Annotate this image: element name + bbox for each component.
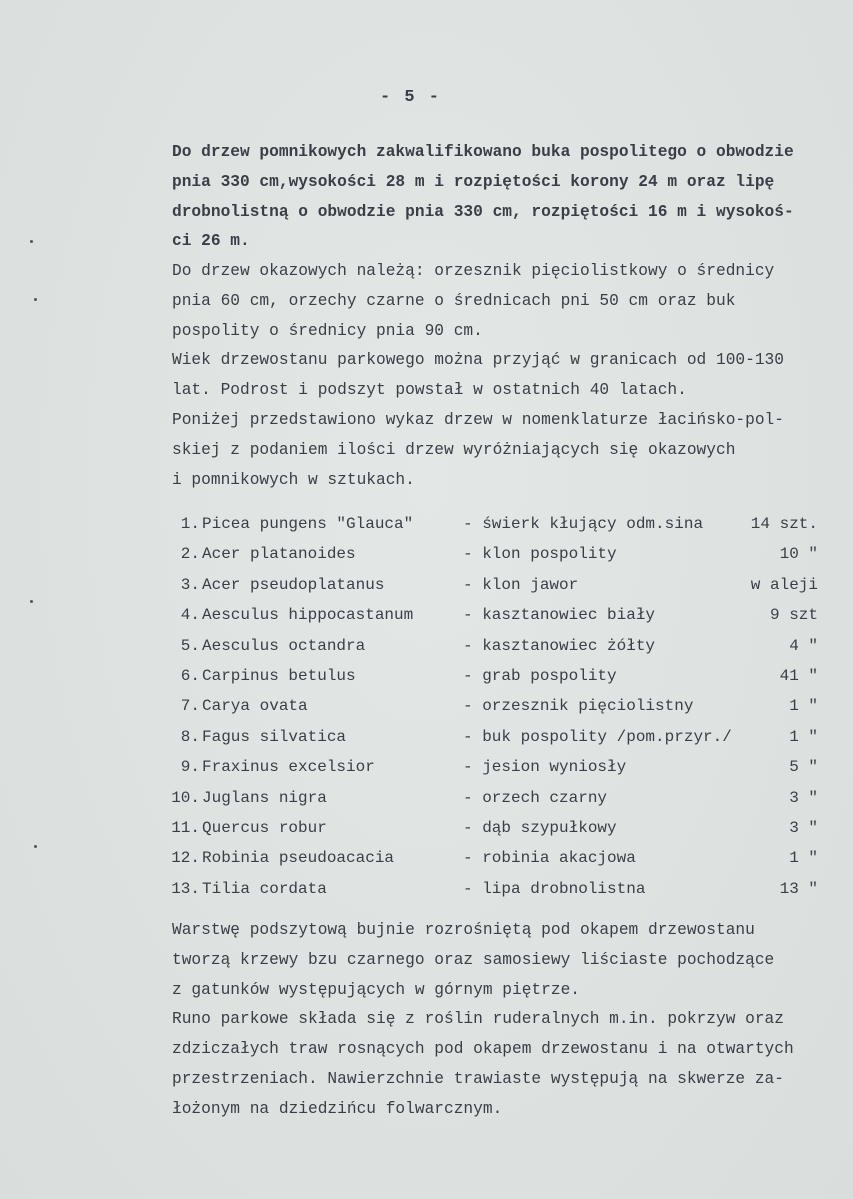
text-line: Warstwę podszytową bujnie rozrośniętą pod okapem drzewostanu <box>172 921 755 939</box>
tree-count: 1 " <box>789 727 818 746</box>
text-line: tworzą krzewy bzu czarnego oraz samosiewy liściaste pochodzące <box>172 950 775 969</box>
text-line: pospolity o średnicy pnia 90 cm. <box>172 321 483 340</box>
text-line: ci 26 m. <box>172 232 250 251</box>
latin-name: Robinia pseudoacacia <box>202 849 395 868</box>
tree-count: 4 " <box>789 636 818 655</box>
row-number: 5. <box>180 636 200 655</box>
paragraph-specimen-trees <box>172 257 784 495</box>
text-line: Poniżej przedstawiono wykaz drzew w nomenklaturze łacińsko-pol- <box>172 410 784 429</box>
text-line: pnia 330 cm,wysokości 28 m i rozpiętości korony 24 m oraz lipę <box>172 172 775 191</box>
paragraph-monument-trees <box>172 138 794 257</box>
tree-count: 3 " <box>789 818 818 837</box>
text-line: lat. Podrost i podszyt powstał w ostatnich 40 latach. <box>172 381 687 400</box>
latin-name: Acer platanoides <box>202 545 356 564</box>
polish-name: - świerk kłujący odm.sina <box>463 515 704 533</box>
latin-name: Tilia cordata <box>202 879 327 898</box>
row-number: 11. <box>171 818 200 837</box>
polish-name: - lipa drobnolistna <box>463 879 646 898</box>
text-line: Do drzew pomnikowych zakwalifikowano buka pospolitego o obwodzie <box>172 143 794 161</box>
latin-name: Carpinus betulus <box>202 666 356 685</box>
punch-mark <box>30 600 33 603</box>
text-line: Do drzew okazowych należą: orzesznik pięciolistkowy o średnicy <box>172 262 775 280</box>
latin-name: Aesculus hippocastanum <box>202 606 414 625</box>
latin-name: Acer pseudoplatanus <box>202 575 385 594</box>
tree-count: 9 szt <box>769 606 818 625</box>
text-line: i pomnikowych w sztukach. <box>172 470 415 489</box>
row-number: 2. <box>180 545 200 564</box>
text-line: skiej z podaniem ilości drzew wyróżniających się okazowych <box>172 440 736 459</box>
polish-name: - kasztanowiec żółty <box>463 636 656 655</box>
polish-name: - orzech czarny <box>463 788 608 807</box>
row-number: 7. <box>180 697 200 716</box>
punch-mark <box>30 240 33 243</box>
text-line: zdziczałych traw rosnących pod okapem drzewostanu i na otwartych <box>172 1040 794 1059</box>
text-line: Runo parkowe składa się z roślin ruderalnych m.in. pokrzyw oraz <box>172 1010 784 1029</box>
polish-name: - dąb szypułkowy <box>463 818 617 837</box>
text-line: łożonym na dziedzińcu folwarcznym. <box>172 1099 503 1118</box>
text-line: pnia 60 cm, orzechy czarne o średnicach pni 50 cm oraz buk <box>172 291 736 310</box>
page-number: - 5 - <box>380 88 442 107</box>
polish-name: - orzesznik pięciolistny <box>463 697 694 716</box>
polish-name: - jesion wyniosły <box>463 758 627 777</box>
latin-name: Fagus silvatica <box>202 727 347 746</box>
punch-mark <box>34 298 37 301</box>
row-number: 10. <box>171 788 200 807</box>
tree-count: 10 " <box>779 545 818 564</box>
punch-mark <box>34 845 37 848</box>
text-line: przestrzeniach. Nawierzchnie trawiaste występują na skwerze za- <box>172 1069 784 1088</box>
row-number: 8. <box>180 727 200 746</box>
polish-name: - kasztanowiec biały <box>463 606 656 625</box>
tree-count: 41 " <box>779 666 818 685</box>
latin-name: Fraxinus excelsior <box>202 758 375 777</box>
latin-name: Aesculus octandra <box>202 636 366 655</box>
row-number: 3. <box>180 575 200 594</box>
tree-count: w aleji <box>750 575 818 594</box>
tree-count: 14 szt. <box>750 515 818 533</box>
text-line: z gatunków występujących w górnym piętrze. <box>172 980 580 999</box>
tree-count: 1 " <box>789 849 818 868</box>
tree-count: 1 " <box>789 697 818 716</box>
polish-name: - klon pospolity <box>463 545 617 564</box>
polish-name: - grab pospolity <box>463 666 617 685</box>
tree-count: 3 " <box>789 788 818 807</box>
latin-name: Carya ovata <box>202 697 308 716</box>
polish-name: - robinia akacjowa <box>463 849 636 868</box>
row-number: 4. <box>180 606 200 625</box>
tree-count: 5 " <box>789 758 818 777</box>
row-number: 12. <box>171 849 200 868</box>
row-number: 13. <box>171 879 200 898</box>
latin-name: Quercus robur <box>202 818 327 837</box>
latin-name: Juglans nigra <box>202 788 327 807</box>
text-line: Wiek drzewostanu parkowego można przyjąć w granicach od 100-130 <box>172 351 784 370</box>
polish-name: - buk pospolity /pom.przyr./ <box>463 727 732 746</box>
row-number: 1. <box>180 515 200 533</box>
latin-name: Picea pungens "Glauca" <box>202 515 414 533</box>
polish-name: - klon jawor <box>463 575 579 594</box>
text-line: drobnolistną o obwodzie pnia 330 cm, rozpiętości 16 m i wysokoś- <box>172 202 794 221</box>
paragraph-undergrowth <box>172 916 794 1125</box>
row-number: 9. <box>180 758 200 777</box>
row-number: 6. <box>180 666 200 685</box>
tree-count: 13 " <box>779 879 818 898</box>
